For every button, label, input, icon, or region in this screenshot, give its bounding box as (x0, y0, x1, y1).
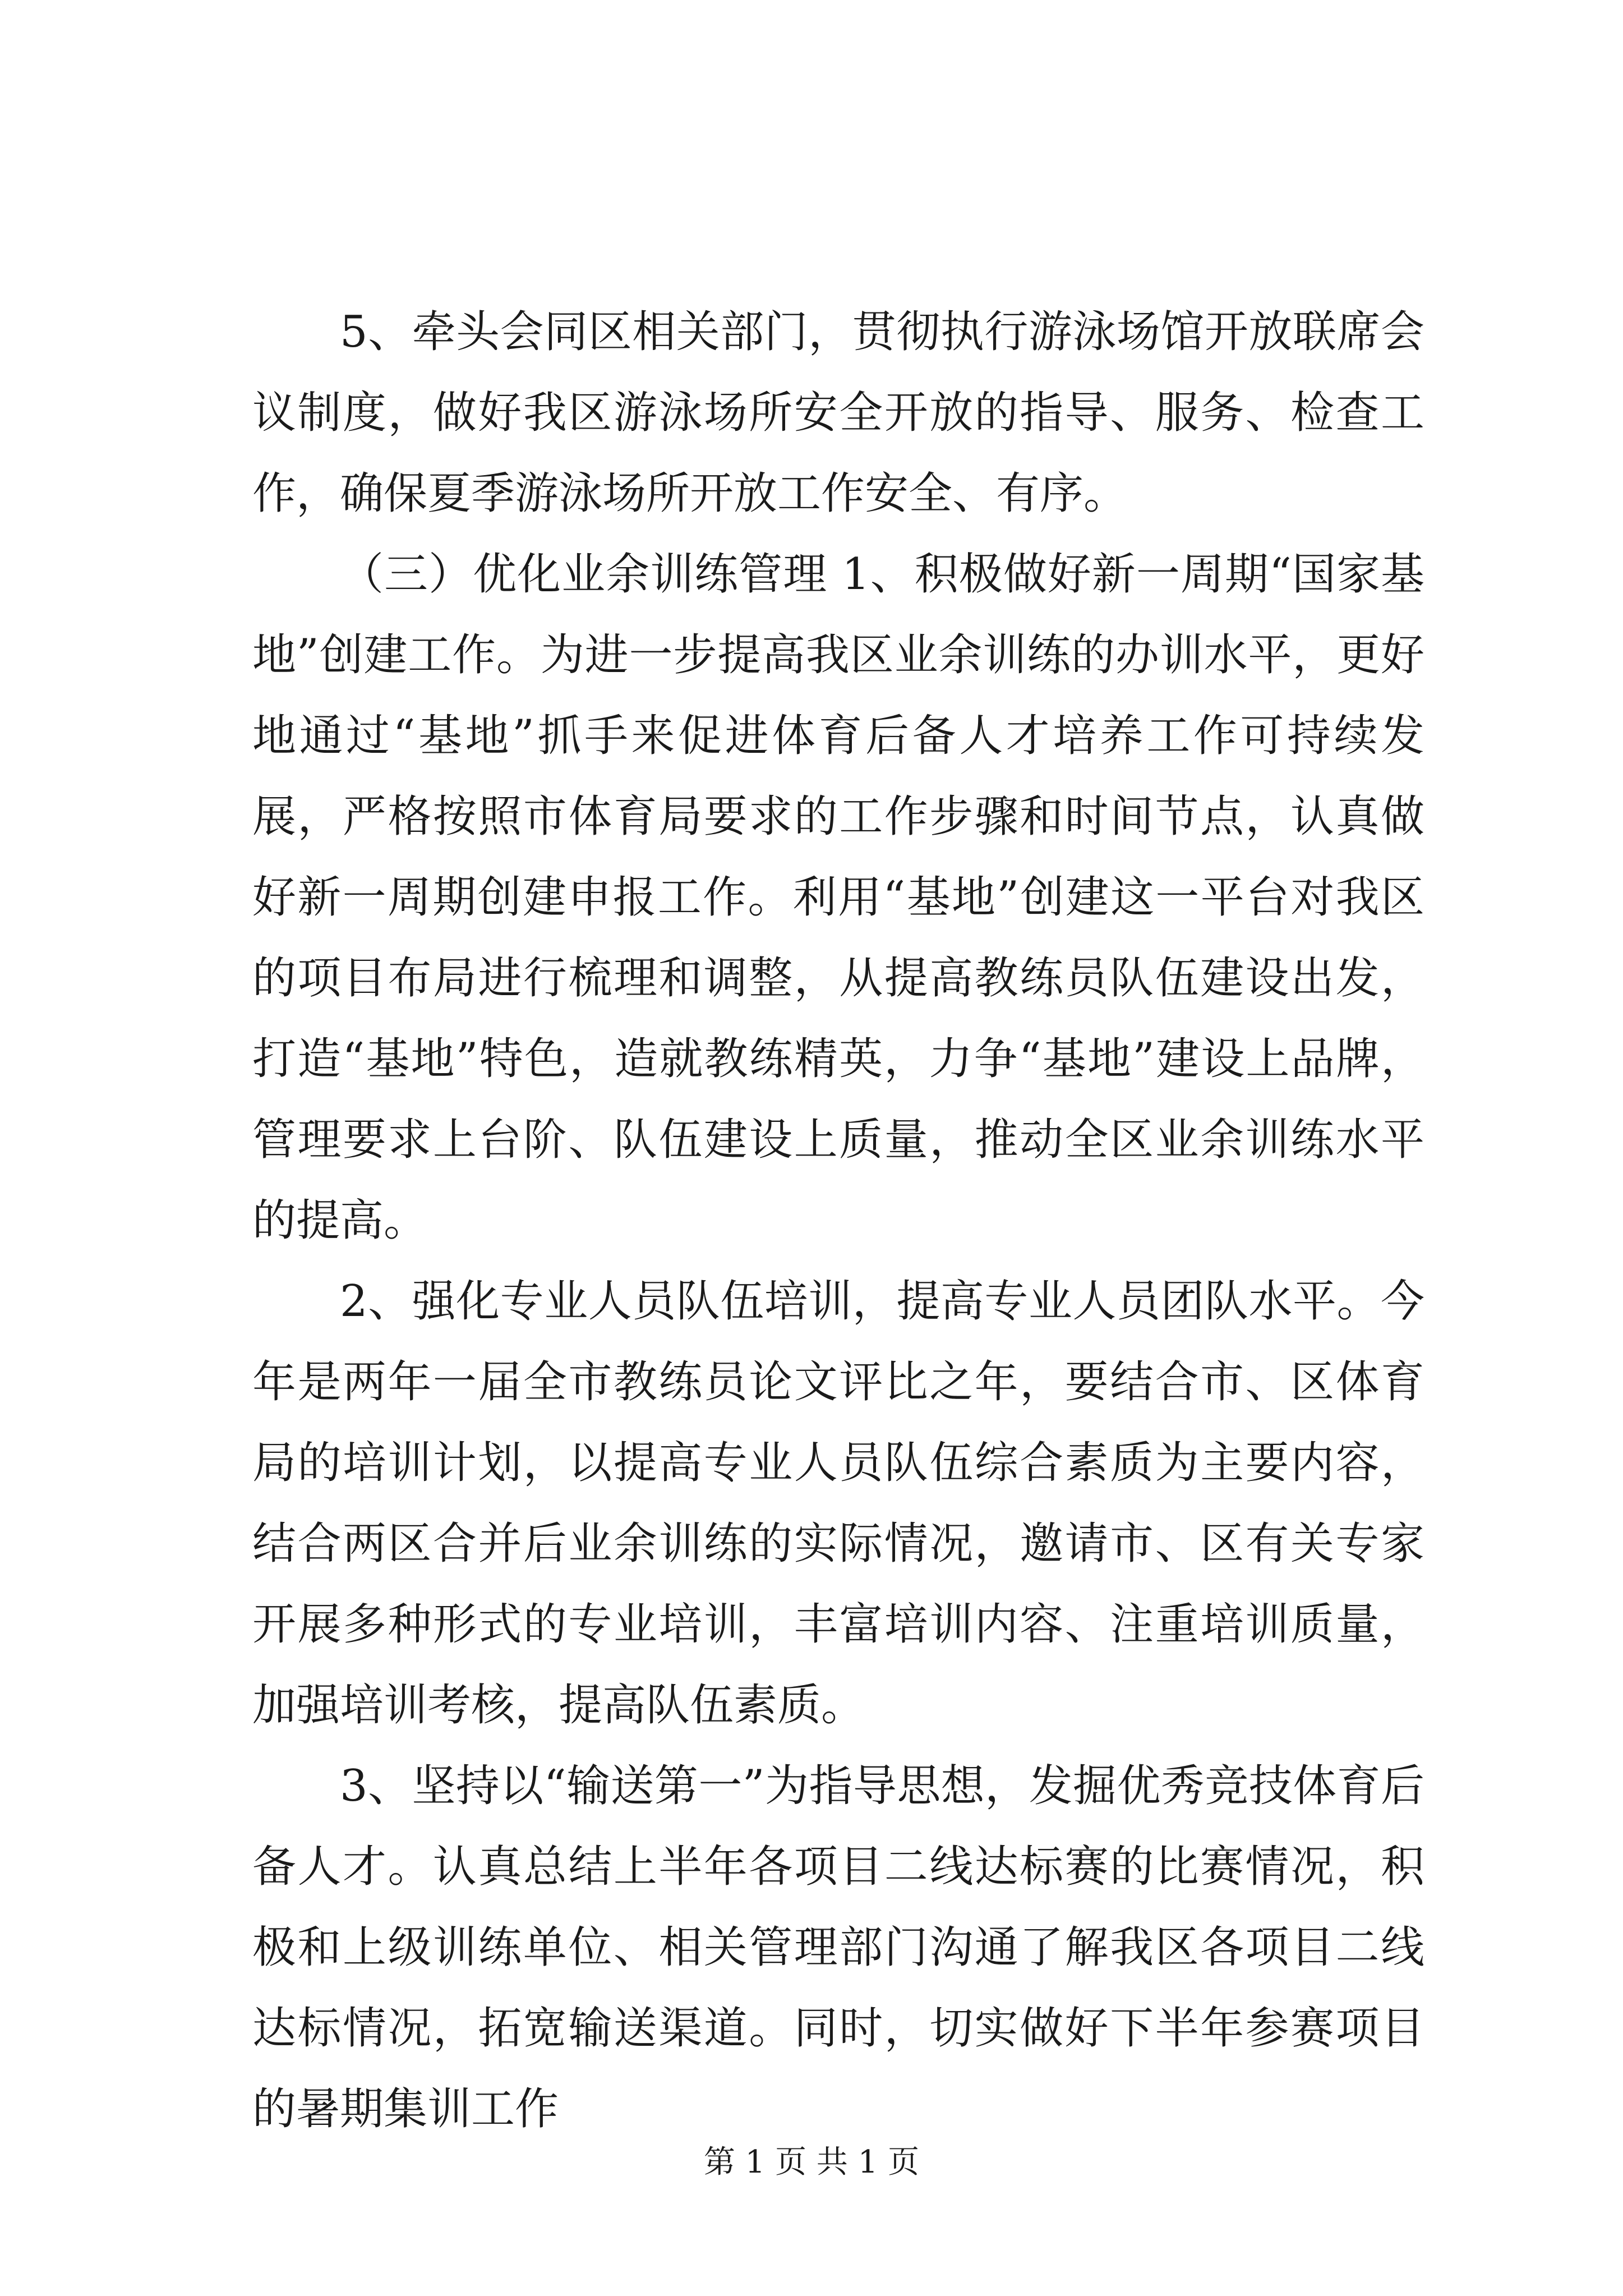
document-body (252, 292, 1424, 2150)
paragraph-swimming-venues: 5、牵头会同区相关部门，贯彻执行游泳场馆开放联席会议制度，做好我区游泳场所安全开放的指导、服务、检查工作，确保夏季游泳场所开放工作安全、有序。 (252, 307, 1424, 519)
paragraph-staff-training: 2、强化专业人员队伍培训，提高专业人员团队水平。今年是两年一届全市教练员论文评比之年，要结合市、区体育局的培训计划，以提高专业人员队伍综合素质为主要内容，结合两区合并后业余训练的实际情况，邀请市、区有关专家开展多种形式的专业培训，丰富培训内容、注重培训质量，加强培训考核，提高队伍素质。 (252, 1276, 1424, 1731)
paragraph-amateur-training: （三）优化业余训练管理 1、积极做好新一周期“国家基地”创建工作。为进一步提高我区业余训练的办训水平，更好地通过“基地”抓手来促进体育后备人才培养工作可持续发展，严格按照市体育局要求的工作步骤和时间节点，认真做好新一周期创建申报工作。利用“基地”创建这一平台对我区的项目布局进行梳理和调整，从提高教练员队伍建设出发，打造“基地”特色，造就教练精英，力争“基地”建设上品牌，管理要求上台阶、队伍建设上质量，推动全区业余训练水平的提高。 (252, 549, 1424, 1246)
paragraph-talent-delivery: 3、坚持以“输送第一”为指导思想，发掘优秀竞技体育后备人才。认真总结上半年各项目二线达标赛的比赛情况，积极和上级训练单位、相关管理部门沟通了解我区各项目二线达标情况，拓宽输送渠道。同时，切实做好下半年参赛项目的暑期集训工作 (252, 1761, 1424, 2134)
page-number-footer: 第 1 页 共 1 页 (703, 2144, 920, 2180)
